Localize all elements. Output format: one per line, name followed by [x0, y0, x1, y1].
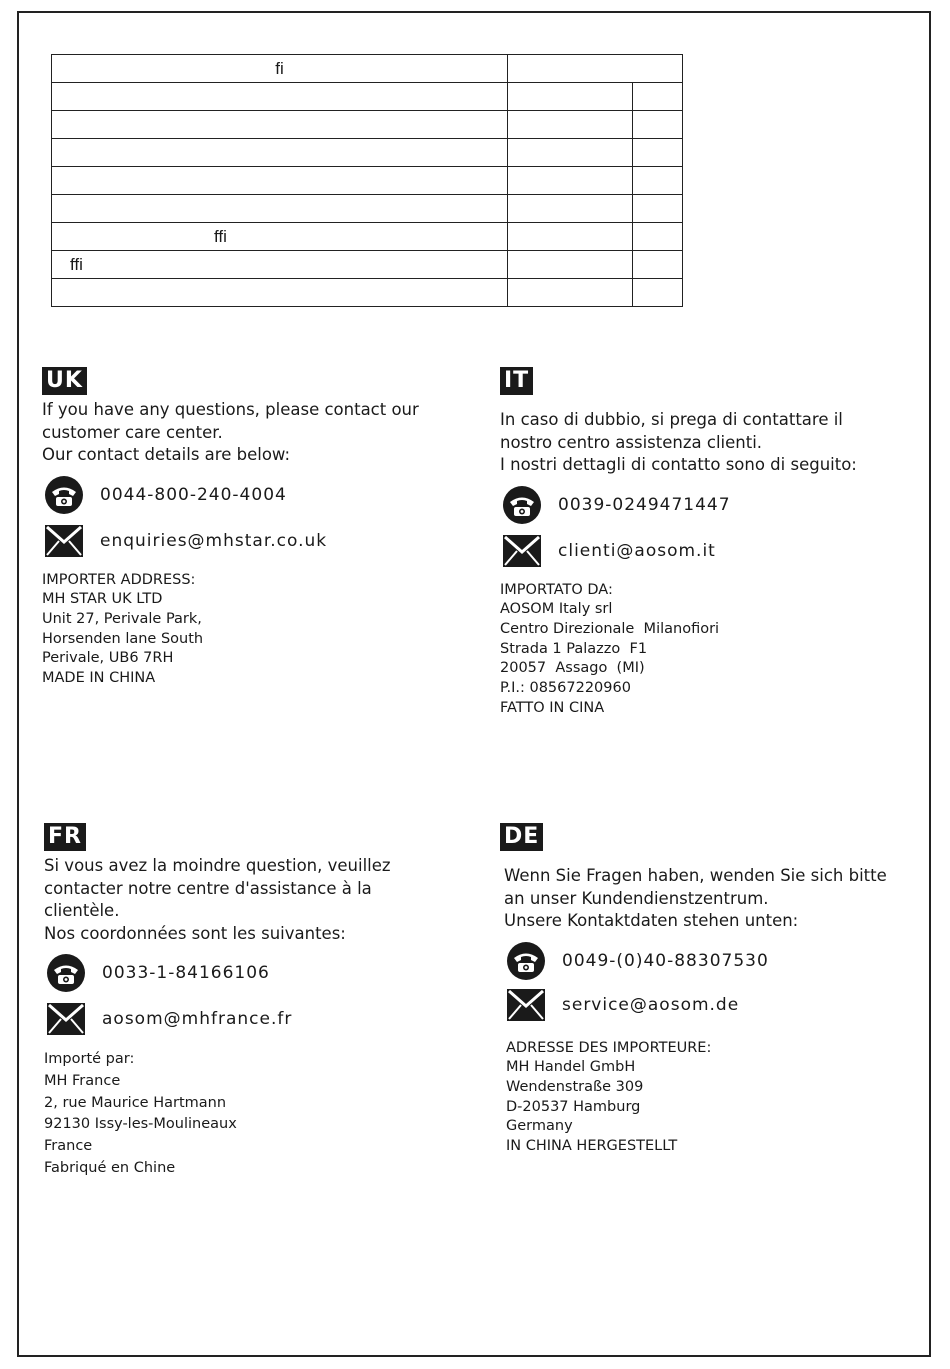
- fr-intro: [44, 855, 464, 945]
- uk-phone-number[interactable]: 0044-800-240-4004: [100, 484, 287, 505]
- address-line: Germany: [506, 1118, 573, 1135]
- fr-email[interactable]: aosom@mhfrance.fr: [102, 1009, 293, 1029]
- address-line: IMPORTATO DA:: [500, 581, 613, 598]
- uk-email[interactable]: enquiries@mhstar.co.uk: [100, 530, 328, 551]
- table-row: [52, 83, 683, 111]
- intro-line: contacter notre centre d'assistance à la: [44, 878, 372, 898]
- address-line: France: [44, 1138, 93, 1155]
- intro-line: clientèle.: [44, 901, 120, 920]
- fr-address: [44, 1049, 464, 1180]
- table-cell: [633, 83, 683, 111]
- table-cell: [508, 251, 633, 279]
- table-cell: [633, 195, 683, 223]
- address-line: 92130 Issy-les-Moulineaux: [44, 1116, 237, 1133]
- spec-table: [51, 54, 683, 307]
- table-cell: [52, 279, 508, 307]
- fr-section: [44, 823, 464, 1180]
- phone-icon: [42, 475, 86, 515]
- it-email[interactable]: clienti@aosom.it: [558, 540, 716, 561]
- table-cell: [508, 195, 633, 223]
- phone-icon: [500, 485, 544, 525]
- intro-line: customer care center.: [42, 422, 223, 442]
- address-line: Fabriqué en Chine: [44, 1159, 176, 1176]
- it-phone-number[interactable]: 0039-0249471447: [558, 494, 731, 515]
- intro-line: Unsere Kontaktdaten stehen unten:: [504, 911, 799, 930]
- it-email-row: [500, 529, 920, 573]
- fr-phone-number[interactable]: 0033-1-84166106: [102, 963, 270, 983]
- uk-section: [42, 367, 462, 689]
- table-cell: [52, 167, 508, 195]
- address-line: 2, rue Maurice Hartmann: [44, 1094, 227, 1111]
- table-cell: [508, 223, 633, 251]
- table-cell: [633, 251, 683, 279]
- table-row: [52, 195, 683, 223]
- it-phone-row: [500, 483, 920, 527]
- table-cell: [52, 83, 508, 111]
- de-email[interactable]: service@aosom.de: [562, 994, 740, 1015]
- mail-icon: [504, 985, 548, 1025]
- table-cell: [633, 223, 683, 251]
- table-cell: ffi: [52, 251, 508, 279]
- address-line: Importé par:: [44, 1051, 135, 1067]
- table-cell: [633, 111, 683, 139]
- table-cell: [633, 167, 683, 195]
- address-line: MH STAR UK LTD: [42, 591, 163, 608]
- fr-badge: FR: [44, 823, 86, 851]
- table-row: [52, 139, 683, 167]
- intro-line: If you have any questions, please contact our: [42, 400, 419, 419]
- table-row: [52, 167, 683, 195]
- mail-icon: [42, 521, 86, 561]
- table-row: [52, 251, 683, 279]
- address-line: 20057 Assago (MI): [500, 660, 645, 677]
- de-phone-row: [500, 939, 925, 983]
- table-cell: [508, 55, 683, 83]
- address-line: MH France: [44, 1072, 121, 1089]
- table-cell: [52, 139, 508, 167]
- address-line: Unit 27, Perivale Park,: [42, 610, 202, 627]
- address-line: IN CHINA HERGESTELLT: [506, 1138, 678, 1155]
- table-cell: [52, 195, 508, 223]
- table-cell: [508, 111, 633, 139]
- mail-icon: [44, 999, 88, 1039]
- phone-icon: [504, 941, 548, 981]
- table-row: [52, 279, 683, 307]
- table-cell: [633, 279, 683, 307]
- de-email-row: [500, 983, 925, 1027]
- address-line: MH Handel GmbH: [506, 1059, 636, 1076]
- it-badge: IT: [500, 367, 533, 395]
- intro-line: Si vous avez la moindre question, veuillez: [44, 856, 391, 875]
- de-section: [500, 823, 925, 1157]
- phone-icon: [44, 953, 88, 993]
- table-cell: [508, 139, 633, 167]
- uk-address: [42, 571, 462, 689]
- address-line: D-20537 Hamburg: [506, 1098, 641, 1115]
- address-line: FATTO IN CINA: [500, 699, 605, 716]
- address-line: AOSOM Italy srl: [500, 601, 613, 618]
- table-cell: [508, 167, 633, 195]
- table-cell: [508, 279, 633, 307]
- de-address: [500, 1039, 925, 1157]
- uk-intro: [42, 399, 462, 467]
- table-cell: [508, 83, 633, 111]
- table-row: [52, 223, 683, 251]
- mail-icon: [500, 531, 544, 571]
- intro-line: I nostri dettagli di contatto sono di seguito:: [500, 455, 857, 474]
- address-line: ADRESSE DES IMPORTEURE:: [506, 1039, 712, 1056]
- intro-line: Our contact details are below:: [42, 445, 291, 464]
- intro-line: Wenn Sie Fragen haben, wenden Sie sich bitte: [504, 866, 887, 885]
- de-intro: [500, 865, 925, 933]
- table-row: [52, 111, 683, 139]
- intro-line: In caso di dubbio, si prega di contattare il: [500, 410, 843, 429]
- fr-email-row: [44, 997, 464, 1041]
- table-row: [52, 55, 683, 83]
- intro-line: nostro centro assistenza clienti.: [500, 432, 763, 452]
- it-section: [500, 367, 920, 718]
- de-badge: DE: [500, 823, 543, 851]
- table-cell: [633, 139, 683, 167]
- de-phone-number[interactable]: 0049-(0)40-88307530: [562, 950, 769, 971]
- address-line: Perivale, UB6 7RH: [42, 650, 174, 667]
- address-line: Horsenden lane South: [42, 630, 204, 647]
- uk-email-row: [42, 519, 462, 563]
- it-intro: [500, 409, 920, 477]
- table-cell: [52, 111, 508, 139]
- address-line: Strada 1 Palazzo F1: [500, 640, 648, 657]
- address-line: Wendenstraße 309: [506, 1078, 644, 1095]
- table-cell: fi: [52, 55, 508, 83]
- it-address: [500, 581, 920, 719]
- uk-badge: UK: [42, 367, 87, 395]
- intro-line: an unser Kundendienstzentrum.: [504, 888, 769, 908]
- uk-phone-row: [42, 473, 462, 517]
- address-line: P.I.: 08567220960: [500, 680, 631, 697]
- table-cell: ffi: [52, 223, 508, 251]
- address-line: IMPORTER ADDRESS:: [42, 571, 196, 588]
- fr-phone-row: [44, 951, 464, 995]
- address-line: MADE IN CHINA: [42, 670, 156, 687]
- intro-line: Nos coordonnées sont les suivantes:: [44, 923, 346, 943]
- address-line: Centro Direzionale Milanofiori: [500, 620, 720, 637]
